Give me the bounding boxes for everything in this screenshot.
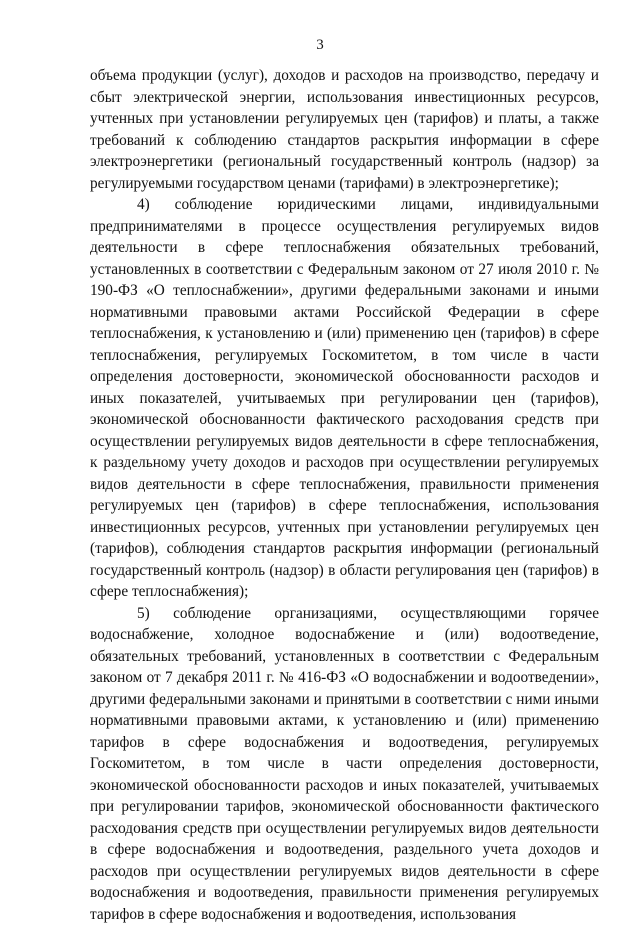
paragraph-item-5: 5) соблюдение организациями, осуществляющими горячее водоснабжение, холодное водоснабжение и (или) водоотведение, обязательных требований, установленных в соответствии с Федеральным законом от 7 декабря 2011 г. № 416-ФЗ «О водоснабжении и водоотведении», другими федеральными законами и принятыми в соответствии с ними иными нормативными правовыми актами, к установлению и (или) применению тарифов в сфере водоснабжения и водоотведения, регулируемых Госкомитетом, в том числе в части определения достоверности, экономической обоснованности расходов и иных показателей, учитываемых при регулировании тарифов, экономической обоснованности фактического расходования средств при осуществлении регулируемых видов деятельности в сфере водоснабжения и водоотведения, раздельного учета доходов и расходов при осуществлении регулируемых видов деятельности в сфере водоснабжения и водоотведения, правильности применения регулируемых тарифов в сфере водоснабжения и водоотведения, использования xyxy=(90,603,599,925)
paragraph-continuation: объема продукции (услуг), доходов и расходов на производство, передачу и сбыт электрической энергии, использования инвестиционных ресурсов, учтенных при установлении регулируемых цен (тарифов) и платы, а также требований к соблюдению стандартов раскрытия информации в сфере электроэнергетики (региональный государственный контроль (надзор) за регулируемыми государством ценами (тарифами) в электроэнергетике); xyxy=(90,65,599,194)
document-body xyxy=(90,65,599,925)
paragraph-item-4: 4) соблюдение юридическими лицами, индивидуальными предпринимателями в процессе осуществления регулируемых видов деятельности в сфере теплоснабжения обязательных требований, установленных в соответствии с Федеральным законом от 27 июля 2010 г. № 190-ФЗ «О теплоснабжении», другими федеральными законами и иными нормативными правовыми актами Российской Федерации в сфере теплоснабжения, к установлению и (или) применению цен (тарифов) в сфере теплоснабжения, регулируемых Госкомитетом, в том числе в части определения достоверности, экономической обоснованности расходов и иных показателей, учитываемых при регулировании цен (тарифов), экономической обоснованности фактического расходования средств при осуществлении регулируемых видов деятельности в сфере теплоснабжения, к раздельному учету доходов и расходов при осуществлении регулируемых видов деятельности в сфере теплоснабжения, правильности применения регулируемых цен (тарифов) в сфере теплоснабжения, использования инвестиционных ресурсов, учтенных при установлении регулируемых цен (тарифов), соблюдения стандартов раскрытия информации (региональный государственный контроль (надзор) в области регулирования цен (тарифов) в сфере теплоснабжения); xyxy=(90,194,599,603)
page-number: 3 xyxy=(0,36,640,54)
